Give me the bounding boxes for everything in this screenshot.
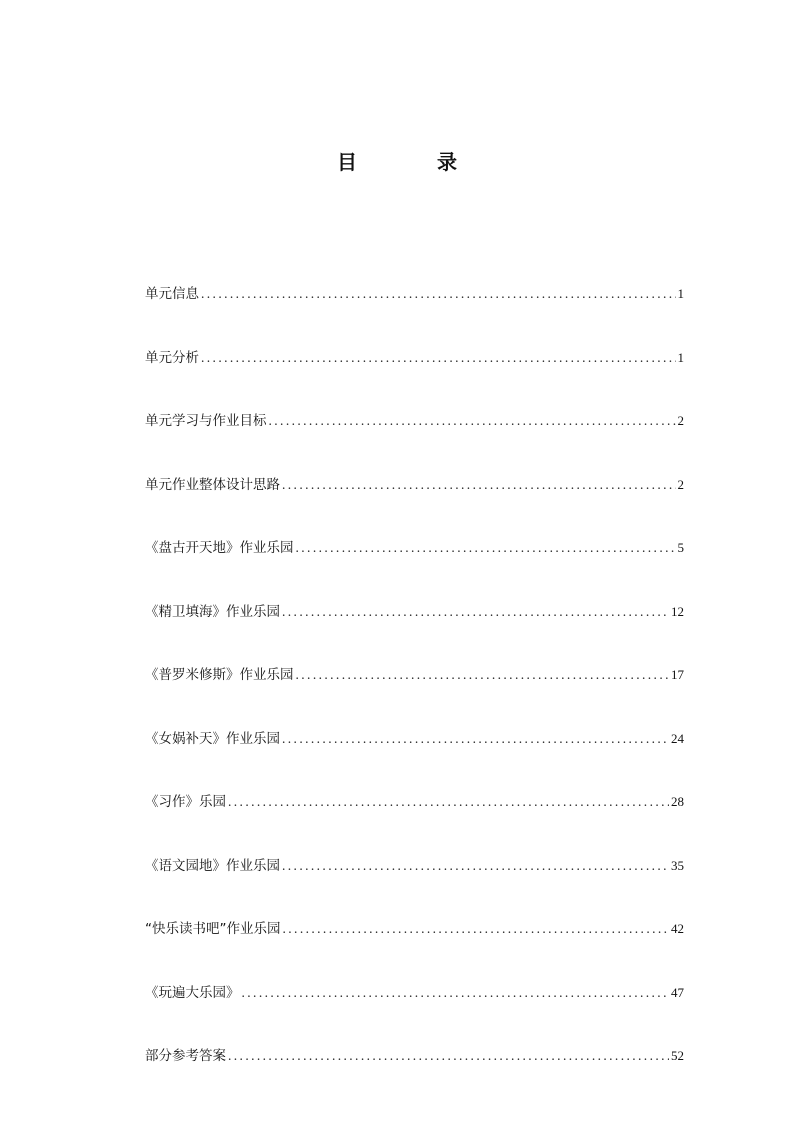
toc-entry-label: 单元分析: [145, 349, 199, 366]
toc-leader-dots: [242, 985, 670, 1001]
toc-entry-page: 42: [671, 921, 684, 936]
toc-entry-page: 24: [671, 730, 684, 746]
toc-entry-page: 12: [671, 603, 684, 619]
table-of-contents: [145, 282, 684, 1108]
toc-entry-label: 《玩遍大乐园》: [145, 984, 240, 1001]
toc-entry-page: 2: [677, 413, 684, 428]
toc-title: 目 录: [337, 150, 487, 174]
toc-leader-dots: [296, 540, 676, 556]
toc-entry[interactable]: [145, 854, 684, 918]
toc-entry-label: 部分参考答案: [145, 1048, 226, 1064]
toc-leader-dots: [201, 350, 676, 366]
toc-leader-dots: [283, 921, 670, 937]
toc-entry-label: 《语文园地》作业乐园: [145, 857, 280, 874]
toc-entry[interactable]: [145, 473, 684, 537]
toc-entry-page: 1: [677, 349, 684, 365]
toc-leader-dots: [282, 731, 669, 747]
toc-entry[interactable]: [145, 536, 684, 600]
toc-entry[interactable]: [145, 790, 684, 854]
toc-entry[interactable]: [145, 600, 684, 664]
toc-entry-page: 17: [671, 667, 684, 682]
toc-leader-dots: [228, 1048, 669, 1064]
toc-leader-dots: [282, 858, 669, 874]
toc-entry-label: 单元作业整体设计思路: [145, 476, 280, 493]
toc-leader-dots: [269, 413, 676, 429]
toc-entry-label: “快乐读书吧”作业乐园: [145, 921, 281, 937]
toc-entry-label: 单元信息: [145, 286, 199, 302]
toc-entry-label: 《习作》乐园: [145, 794, 226, 810]
toc-entry[interactable]: [145, 981, 684, 1045]
toc-entry-label: 《女娲补天》作业乐园: [145, 730, 280, 747]
toc-entry-page: 1: [677, 286, 684, 301]
toc-entry[interactable]: [145, 727, 684, 791]
toc-entry[interactable]: [145, 282, 684, 346]
toc-entry[interactable]: [145, 409, 684, 473]
toc-entry-page: 2: [677, 476, 684, 492]
toc-entry-page: 5: [677, 540, 684, 555]
toc-entry-page: 28: [671, 794, 684, 809]
toc-leader-dots: [282, 604, 669, 620]
toc-entry[interactable]: [145, 663, 684, 727]
toc-entry-label: 单元学习与作业目标: [145, 413, 267, 429]
toc-leader-dots: [228, 794, 669, 810]
toc-entry-page: 47: [671, 984, 684, 1000]
toc-entry[interactable]: [145, 1044, 684, 1108]
toc-leader-dots: [282, 477, 676, 493]
toc-entry-label: 《精卫填海》作业乐园: [145, 603, 280, 620]
toc-leader-dots: [201, 286, 676, 302]
toc-entry-page: 52: [671, 1048, 684, 1063]
toc-entry-page: 35: [671, 857, 684, 873]
toc-entry-label: 《普罗米修斯》作业乐园: [145, 667, 294, 683]
toc-entry[interactable]: [145, 346, 684, 410]
toc-entry-label: 《盘古开天地》作业乐园: [145, 540, 294, 556]
toc-entry[interactable]: [145, 917, 684, 981]
toc-leader-dots: [296, 667, 670, 683]
